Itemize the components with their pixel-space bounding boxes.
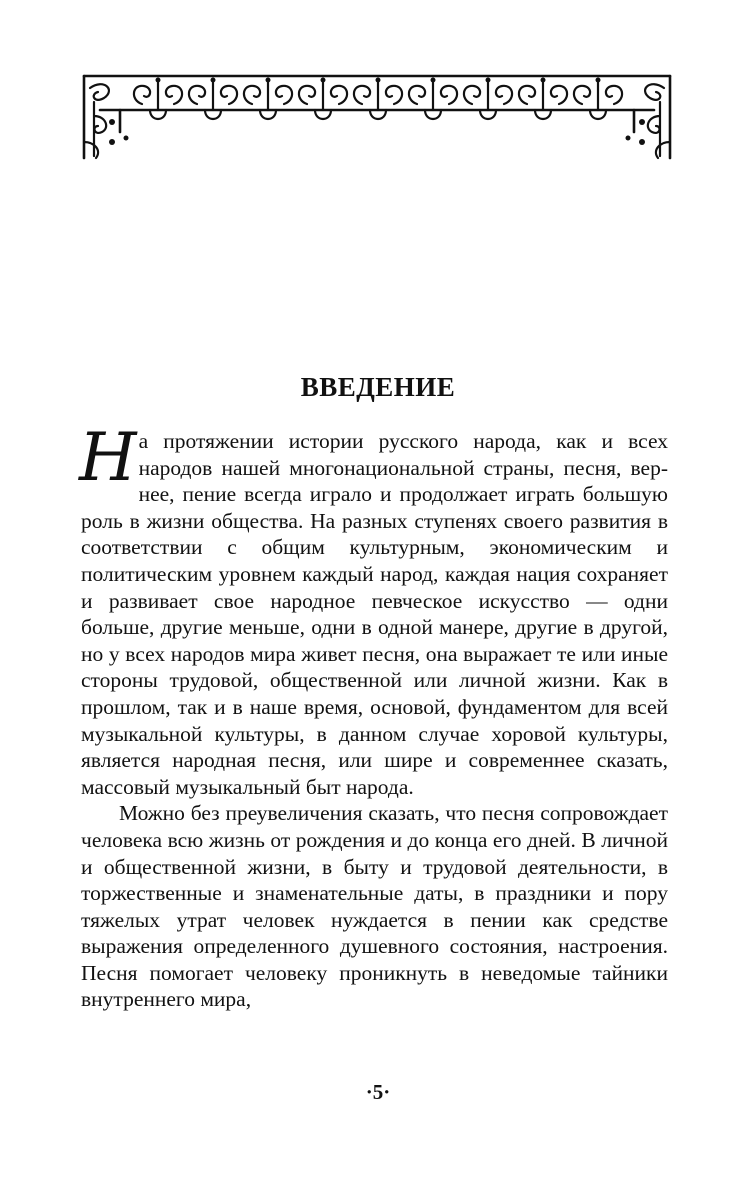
body-text (79, 419, 668, 1013)
paragraph-text: Можно без преувеличения сказать, что песня сопровождает человека всю жизнь от рождения и до конца его дней. В личной и общественной жизни, в быту и трудовой деятельности, в торжественные и знаменательные даты, в праздники и пору тяжелых утрат человек нуждается в пении как средстве выражения определенного душевного состояния, настроения. Песня помогает человеку проникнуть в неведомые тайники внутреннего мира, (81, 801, 668, 1012)
paragraph-text: а протяжении истории русского народа, как и всех народов нашей многонациональной страны, песня, вернее, пение всегда играло и продолжает играть большую роль в жизни общества. На разных ступенях своего развития в соответствии с общим культурным, экономическим и политическим уровнем каждый народ, каждая нация сохраняет и развивает свое народное певческое искусство — одни больше, другие меньше, одни в одной манере, другие в другой, но у всех народов мира живет песня, она выражает те или иные стороны трудовой, общественной или личной жизни. Как в прошлом, так и в наше время, основой, фундаментом для всей музыкальной культуры, в данном случае хоровой культуры, является народная песня, или шире и современнее сказать, массовый музыкальный быт народа. (81, 429, 668, 799)
ornamental-header-border-icon (80, 72, 674, 162)
paragraph (79, 419, 668, 800)
drop-cap: Н (79, 419, 137, 496)
paragraph (81, 800, 668, 1013)
section-heading: ВВЕДЕНИЕ (300, 372, 456, 402)
page-number: ·5· (365, 1080, 391, 1104)
